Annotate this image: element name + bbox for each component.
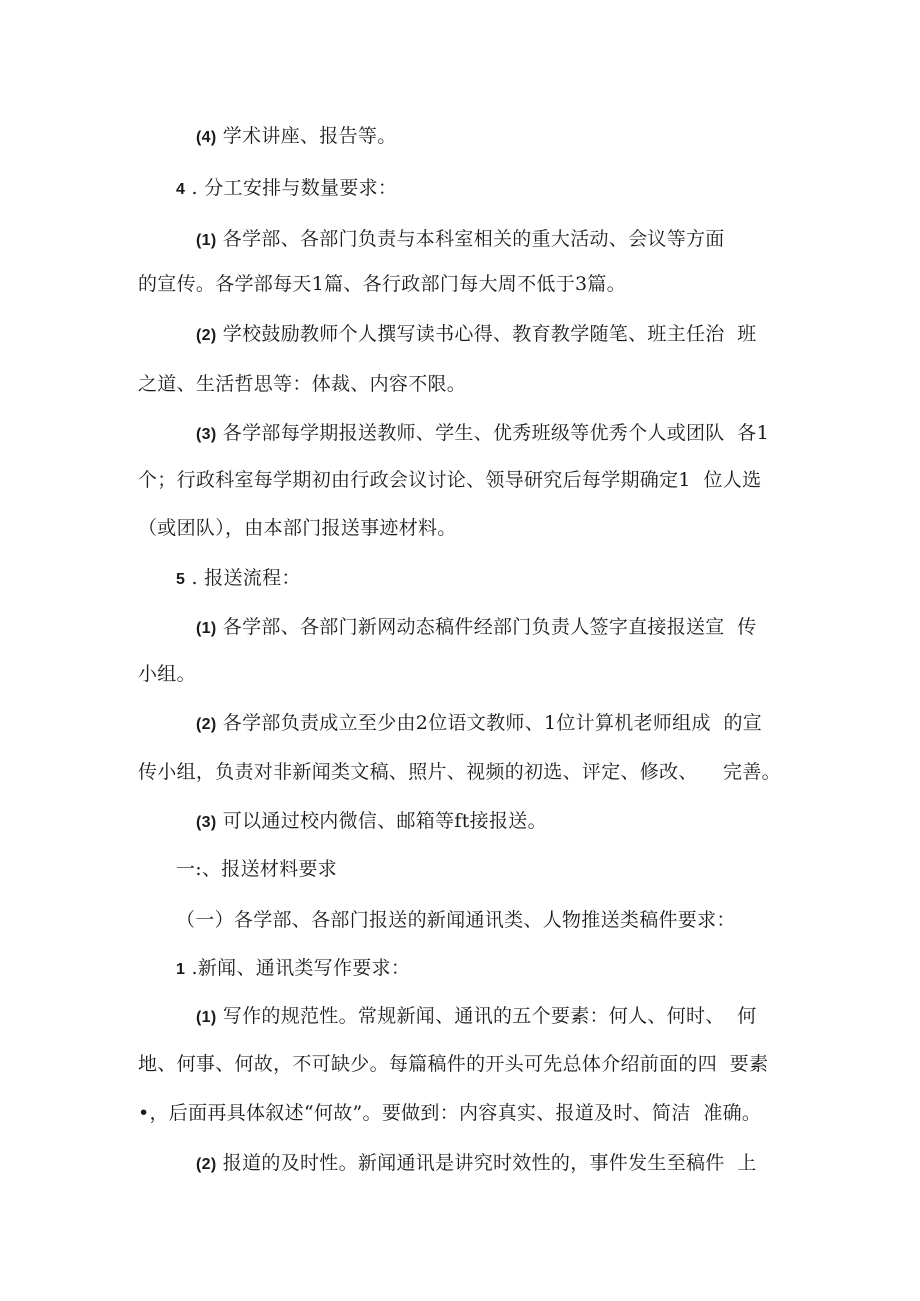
item-number: (3) — [196, 814, 217, 831]
text-line — [138, 1101, 761, 1127]
line-text: 小组。 — [138, 663, 196, 685]
text-line — [138, 468, 761, 494]
line-text: 可以通过校内微信、邮箱等ft接报送。 — [216, 810, 547, 832]
text-line — [196, 1151, 757, 1177]
text-line — [138, 272, 626, 298]
text-line — [138, 662, 196, 688]
item-number: (2) — [196, 716, 217, 733]
text-line — [196, 322, 757, 348]
text-line — [176, 566, 301, 592]
line-text: . 分工安排与数量要求： — [185, 177, 398, 199]
item-number: (4) — [196, 129, 217, 146]
item-number: 1 — [176, 961, 186, 978]
line-text: （一）各学部、各部门报送的新闻通讯类、人物推送类稿件要求： — [176, 909, 736, 931]
item-number: (1) — [196, 1009, 217, 1026]
text-line — [176, 956, 410, 982]
text-line — [196, 227, 725, 253]
text-line — [138, 1052, 768, 1078]
text-line — [196, 421, 769, 447]
text-line — [196, 615, 757, 641]
text-line — [138, 516, 457, 542]
text-line — [196, 1004, 757, 1030]
line-text: 传小组，负责对非新闻类文稿、照片、视频的初选、评定、修改、 完善。 — [138, 761, 781, 783]
line-text: 报道的及时性。新闻通讯是讲究时效性的，事件发生至稿件 上 — [216, 1152, 757, 1174]
text-line — [176, 857, 337, 883]
line-text: . 报送流程： — [185, 567, 301, 589]
item-number: (1) — [196, 232, 217, 249]
text-line — [176, 908, 736, 934]
text-line — [196, 711, 762, 737]
line-text: （或团队），由本部门报送事迹材料。 — [138, 517, 457, 539]
line-text: .新闻、通讯类写作要求： — [185, 957, 411, 979]
line-text: 学校鼓励教师个人撰写读书心得、教育教学随笔、班主任治 班 — [216, 323, 757, 345]
line-text: 各学部每学期报送教师、学生、优秀班级等优秀个人或团队 各1 — [216, 422, 769, 444]
text-line — [138, 760, 781, 786]
line-text: 学术讲座、报告等。 — [216, 125, 397, 147]
line-text: 写作的规范性。常规新闻、通讯的五个要素：何人、何时、 何 — [216, 1005, 757, 1027]
text-line — [196, 809, 547, 835]
text-line — [138, 372, 466, 398]
line-text: 各学部、各部门新网动态稿件经部门负责人签字直接报送宣 传 — [216, 616, 757, 638]
item-number: (1) — [196, 620, 217, 637]
line-text: 的宣传。各学部每天1篇、各行政部门每大周不低于3篇。 — [138, 273, 626, 295]
item-number: (2) — [196, 1156, 217, 1173]
item-number: (2) — [196, 327, 217, 344]
line-text: 地、何事、何故，不可缺少。每篇稿件的开头可先总体介绍前面的四 要素 — [138, 1053, 769, 1075]
line-text: 个；行政科室每学期初由行政会议讨论、领导研究后每学期确定1 位人选 — [138, 469, 762, 491]
item-number: (3) — [196, 426, 217, 443]
line-text: 一:、报送材料要求 — [176, 858, 338, 880]
text-line — [176, 176, 397, 202]
line-text: 各学部、各部门负责与本科室相关的重大活动、会议等方面 — [216, 228, 725, 250]
item-number: 5 — [176, 571, 186, 588]
line-text: •，后面再具体叙述“何故”。要做到：内容真实、报道及时、简洁 准确。 — [138, 1102, 762, 1124]
item-number: 4 — [176, 181, 186, 198]
line-text: 之道、生活哲思等：体裁、内容不限。 — [138, 373, 467, 395]
text-line — [196, 124, 397, 150]
line-text: 各学部负责成立至少由2位语文教师、1位计算机老师组成 的宣 — [216, 712, 763, 734]
